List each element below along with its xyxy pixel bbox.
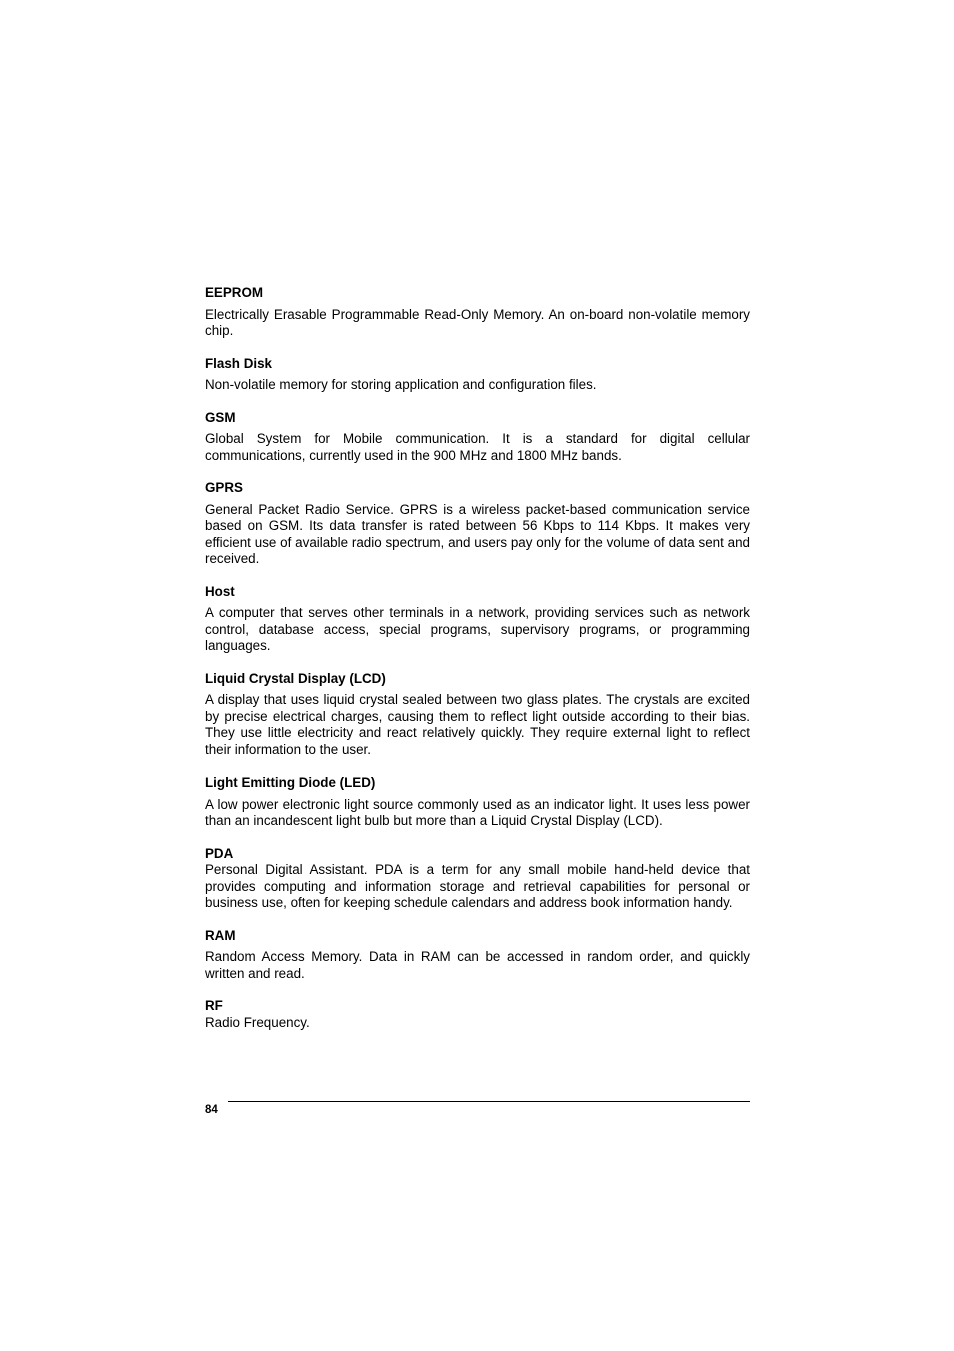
glossary-term: GSM — [205, 409, 236, 425]
glossary-term: Host — [205, 583, 235, 599]
glossary-definition: Global System for Mobile communication. It is a standard for digital cellular communications, currently used in the 900 MHz and 1800 MHz bands. — [205, 431, 750, 463]
glossary-entry-led — [205, 775, 750, 830]
glossary-definition: Personal Digital Assistant. PDA is a term for any small mobile hand-held device that provides computing and information storage and retrieval capabilities for personal or business use, often for keeping schedule calendars and address book information handy. — [205, 862, 750, 910]
glossary-entry-flash-disk — [205, 356, 750, 394]
glossary-entry-gprs — [205, 480, 750, 568]
glossary-entry-lcd — [205, 671, 750, 759]
glossary-term: RF — [205, 998, 223, 1013]
glossary-entry-eeprom — [205, 285, 750, 340]
glossary-definition: Radio Frequency. — [205, 1014, 310, 1030]
glossary-definition: Random Access Memory. Data in RAM can be accessed in random order, and quickly written and read. — [205, 949, 750, 981]
glossary-entry-host — [205, 584, 750, 655]
glossary-entry-ram — [205, 928, 750, 983]
glossary-definition: General Packet Radio Service. GPRS is a wireless packet-based communication service based on GSM. Its data transfer is rated between 56 Kbps to 114 Kbps. It makes very efficient use of available radio spectrum, and users pay only for the volume of data sent and received. — [205, 501, 750, 566]
glossary-term: PDA — [205, 845, 234, 861]
glossary-definition: A low power electronic light source commonly used as an indicator light. It uses less power than an incandescent light bulb but more than a Liquid Crystal Display (LCD). — [205, 796, 750, 828]
glossary-definition: A computer that serves other terminals in a network, providing services such as network control, database access, special programs, supervisory programs, or programming languages. — [205, 605, 750, 653]
glossary-term: GPRS — [205, 480, 243, 495]
glossary-definition: Non-volatile memory for storing application and configuration files. — [205, 377, 597, 392]
glossary-entry-pda — [205, 846, 750, 912]
footer-divider — [228, 1101, 750, 1102]
glossary-definition: Electrically Erasable Programmable Read-Only Memory. An on-board non-volatile memory chip. — [205, 306, 750, 338]
glossary-list — [205, 285, 750, 1031]
glossary-term: RAM — [205, 927, 236, 943]
glossary-term: Flash Disk — [205, 355, 272, 371]
glossary-definition: A display that uses liquid crystal sealed between two glass plates. The crystals are excited by precise electrical charges, causing them to reflect light outside according to their bias. They use little electricity and react relatively quickly. They require external light to reflect their information to the user. — [205, 692, 750, 757]
glossary-term: Light Emitting Diode (LED) — [205, 775, 376, 790]
glossary-entry-rf — [205, 998, 750, 1031]
page-number: 84 — [205, 1104, 218, 1116]
glossary-term: EEPROM — [205, 285, 264, 300]
glossary-entry-gsm — [205, 410, 750, 465]
glossary-term: Liquid Crystal Display (LCD) — [205, 670, 386, 686]
